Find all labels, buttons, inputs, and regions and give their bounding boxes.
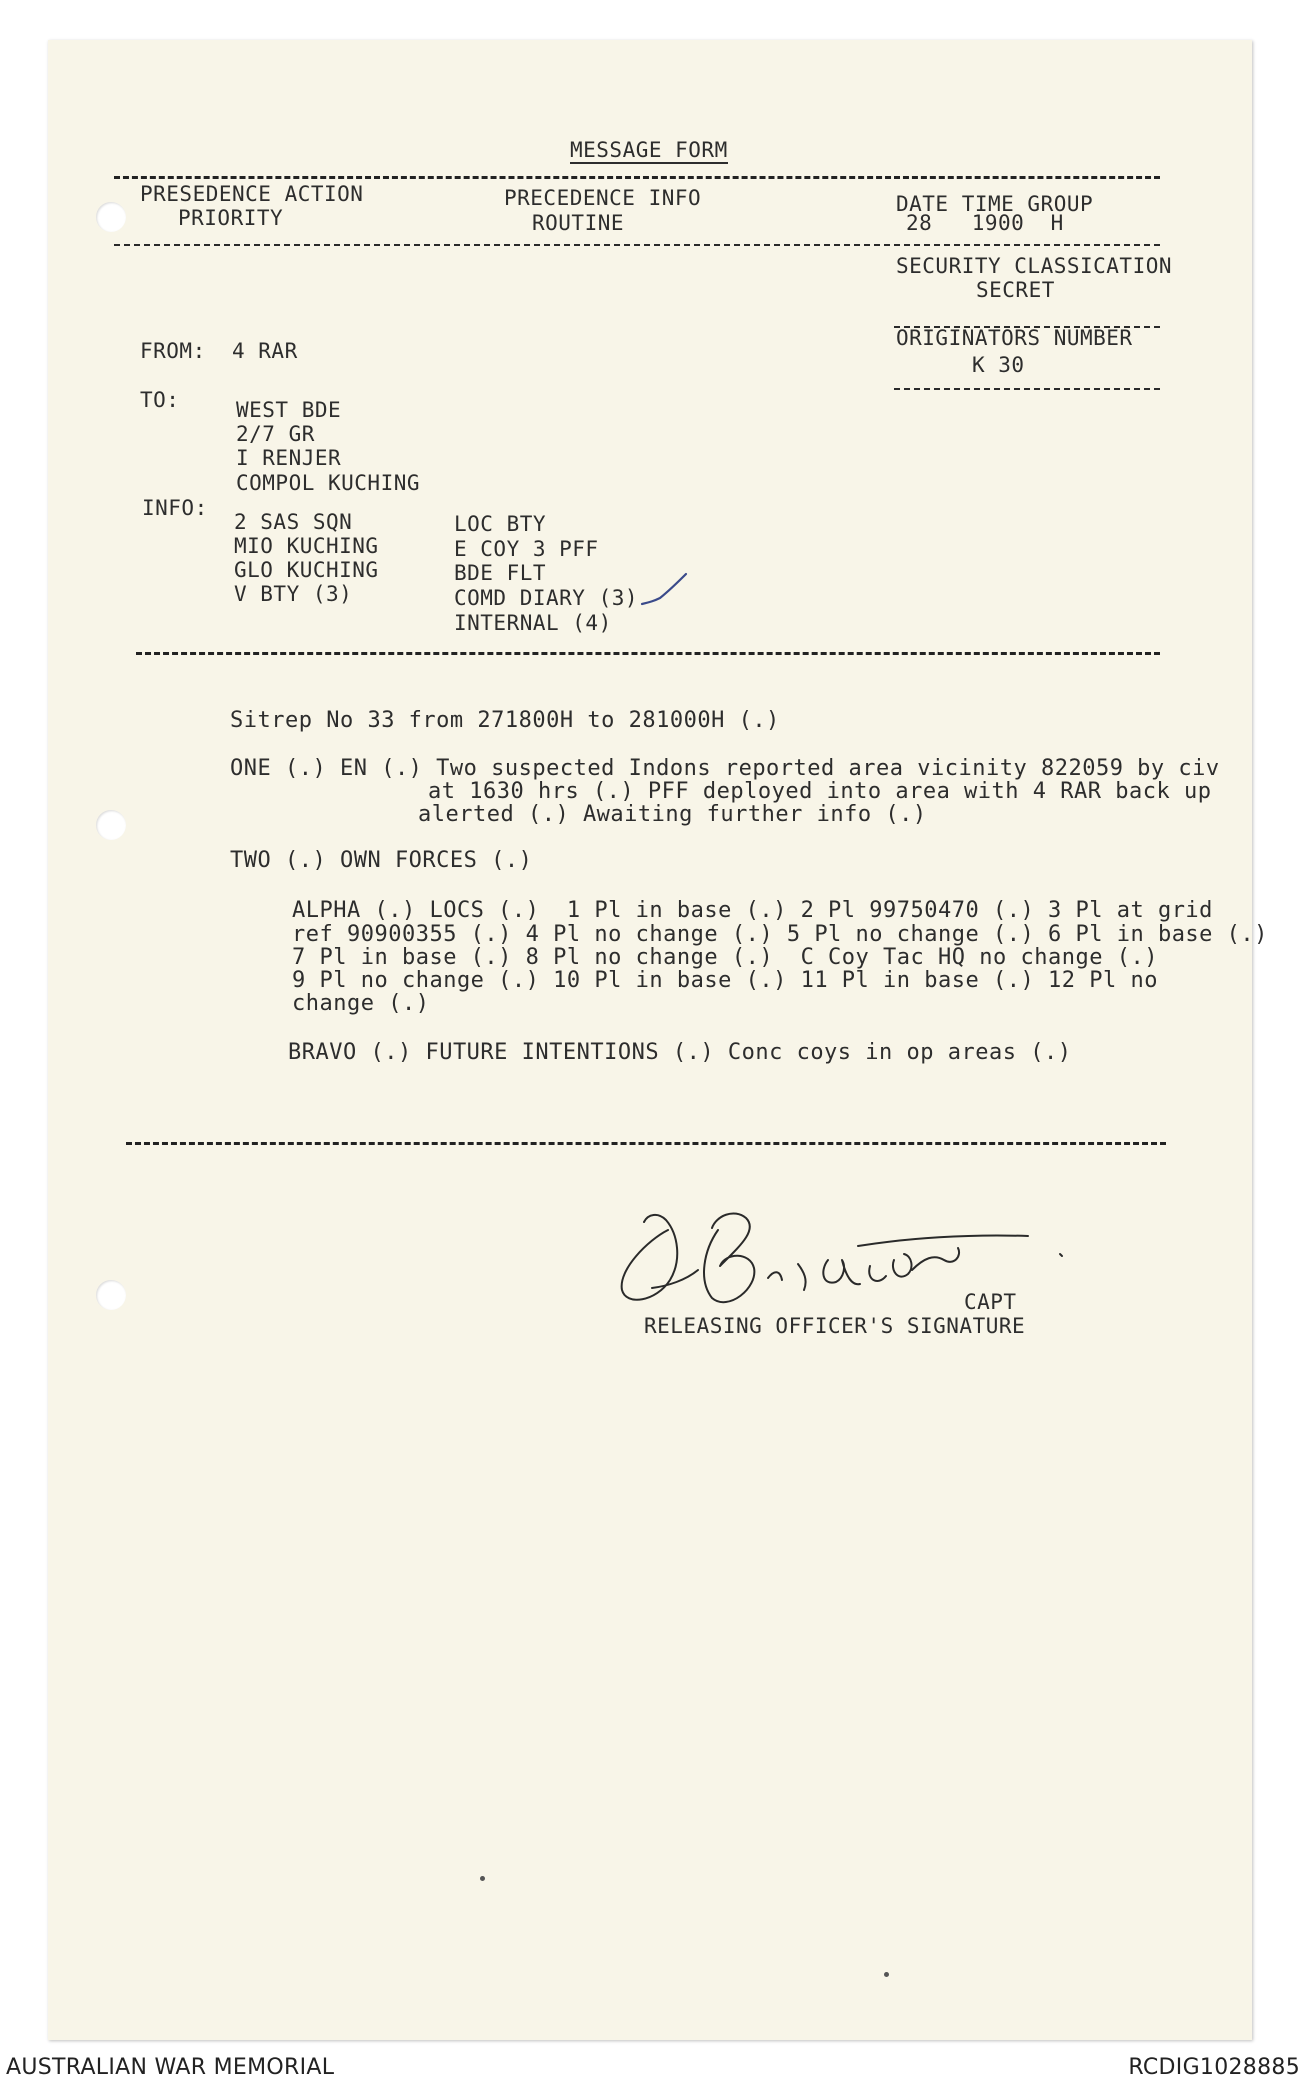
- handwritten-signature: [608, 1190, 1148, 1320]
- from-value: 4 RAR: [232, 339, 298, 363]
- alpha-line: change (.): [292, 991, 430, 1016]
- to-item: 2/7 GR: [236, 422, 315, 446]
- precedence-action-label: PRESEDENCE ACTION: [140, 182, 364, 206]
- body-bottom-rule: [126, 1142, 1166, 1145]
- alpha-line: 7 Pl in base (.) 8 Pl no change (.) C Coy Tac HQ no change (.): [292, 945, 1158, 970]
- to-label: TO:: [140, 388, 180, 412]
- security-classification-label: SECURITY CLASSICATION: [896, 254, 1173, 278]
- footer-record-id: RCDIG1028885: [1128, 2055, 1300, 2080]
- to-item: WEST BDE: [236, 398, 342, 422]
- info-item: MIO KUCHING: [234, 534, 379, 558]
- date-time-group-value: 28 1900 H: [906, 211, 1064, 235]
- alpha-line: 9 Pl no change (.) 10 Pl in base (.) 11 Pl in base (.) 12 Pl no: [292, 968, 1158, 993]
- alpha-line: ref 90900355 (.) 4 Pl no change (.) 5 Pl no change (.) 6 Pl in base (.): [292, 922, 1268, 947]
- from-label: FROM:: [140, 339, 206, 363]
- addressee-rule: [136, 652, 1160, 655]
- pen-tick-mark: [640, 570, 690, 610]
- form-title: MESSAGE FORM: [570, 138, 728, 162]
- punch-hole-bottom: [96, 1280, 126, 1310]
- bravo-line: BRAVO (.) FUTURE INTENTIONS (.) Conc coys in op areas (.): [288, 1040, 1072, 1065]
- date-time-group-label: DATE TIME GROUP: [896, 192, 1094, 216]
- para-one-line: at 1630 hrs (.) PFF deployed into area with 4 RAR back up: [428, 779, 1212, 804]
- info-item: 2 SAS SQN: [234, 510, 353, 534]
- info-item: GLO KUCHING: [234, 558, 379, 582]
- para-one-line: ONE (.) EN (.) Two suspected Indons reported area vicinity 822059 by civ: [230, 756, 1220, 781]
- info-item: COMD DIARY (3): [454, 586, 639, 610]
- info-item: V BTY (3): [234, 582, 353, 606]
- info-label: INFO:: [142, 496, 208, 520]
- header-top-rule: [114, 176, 1160, 179]
- precedence-info-value: ROUTINE: [532, 211, 625, 235]
- header-rule: [114, 244, 1160, 246]
- releasing-officer-signature-label: RELEASING OFFICER'S SIGNATURE: [644, 1314, 1026, 1338]
- precedence-action-value: PRIORITY: [178, 206, 284, 230]
- security-classification-value: SECRET: [976, 278, 1055, 302]
- sitrep-line: Sitrep No 33 from 271800H to 281000H (.): [230, 708, 780, 733]
- info-item: E COY 3 PFF: [454, 537, 599, 561]
- paper-speck: [884, 1972, 889, 1977]
- to-item: I RENJER: [236, 446, 342, 470]
- paper-speck: [480, 1876, 485, 1881]
- originators-number-label: ORIGINATORS NUMBER: [896, 326, 1133, 350]
- info-item: INTERNAL (4): [454, 611, 612, 635]
- signatory-rank: CAPT: [964, 1290, 1017, 1314]
- footer-archive-name: AUSTRALIAN WAR MEMORIAL: [6, 2055, 335, 2080]
- alpha-line: ALPHA (.) LOCS (.) 1 Pl in base (.) 2 Pl 99750470 (.) 3 Pl at grid: [292, 898, 1213, 923]
- document-page: [48, 40, 1268, 2040]
- to-item: COMPOL KUCHING: [236, 471, 421, 495]
- punch-hole-middle: [96, 810, 126, 840]
- para-two-heading: TWO (.) OWN FORCES (.): [230, 848, 533, 873]
- originators-number-value: K 30: [972, 353, 1025, 377]
- punch-hole-top: [96, 202, 126, 232]
- info-item: LOC BTY: [454, 512, 547, 536]
- precedence-info-label: PRECEDENCE INFO: [504, 186, 702, 210]
- para-one-line: alerted (.) Awaiting further info (.): [418, 802, 927, 827]
- info-item: BDE FLT: [454, 561, 547, 585]
- originators-rule: [894, 388, 1160, 390]
